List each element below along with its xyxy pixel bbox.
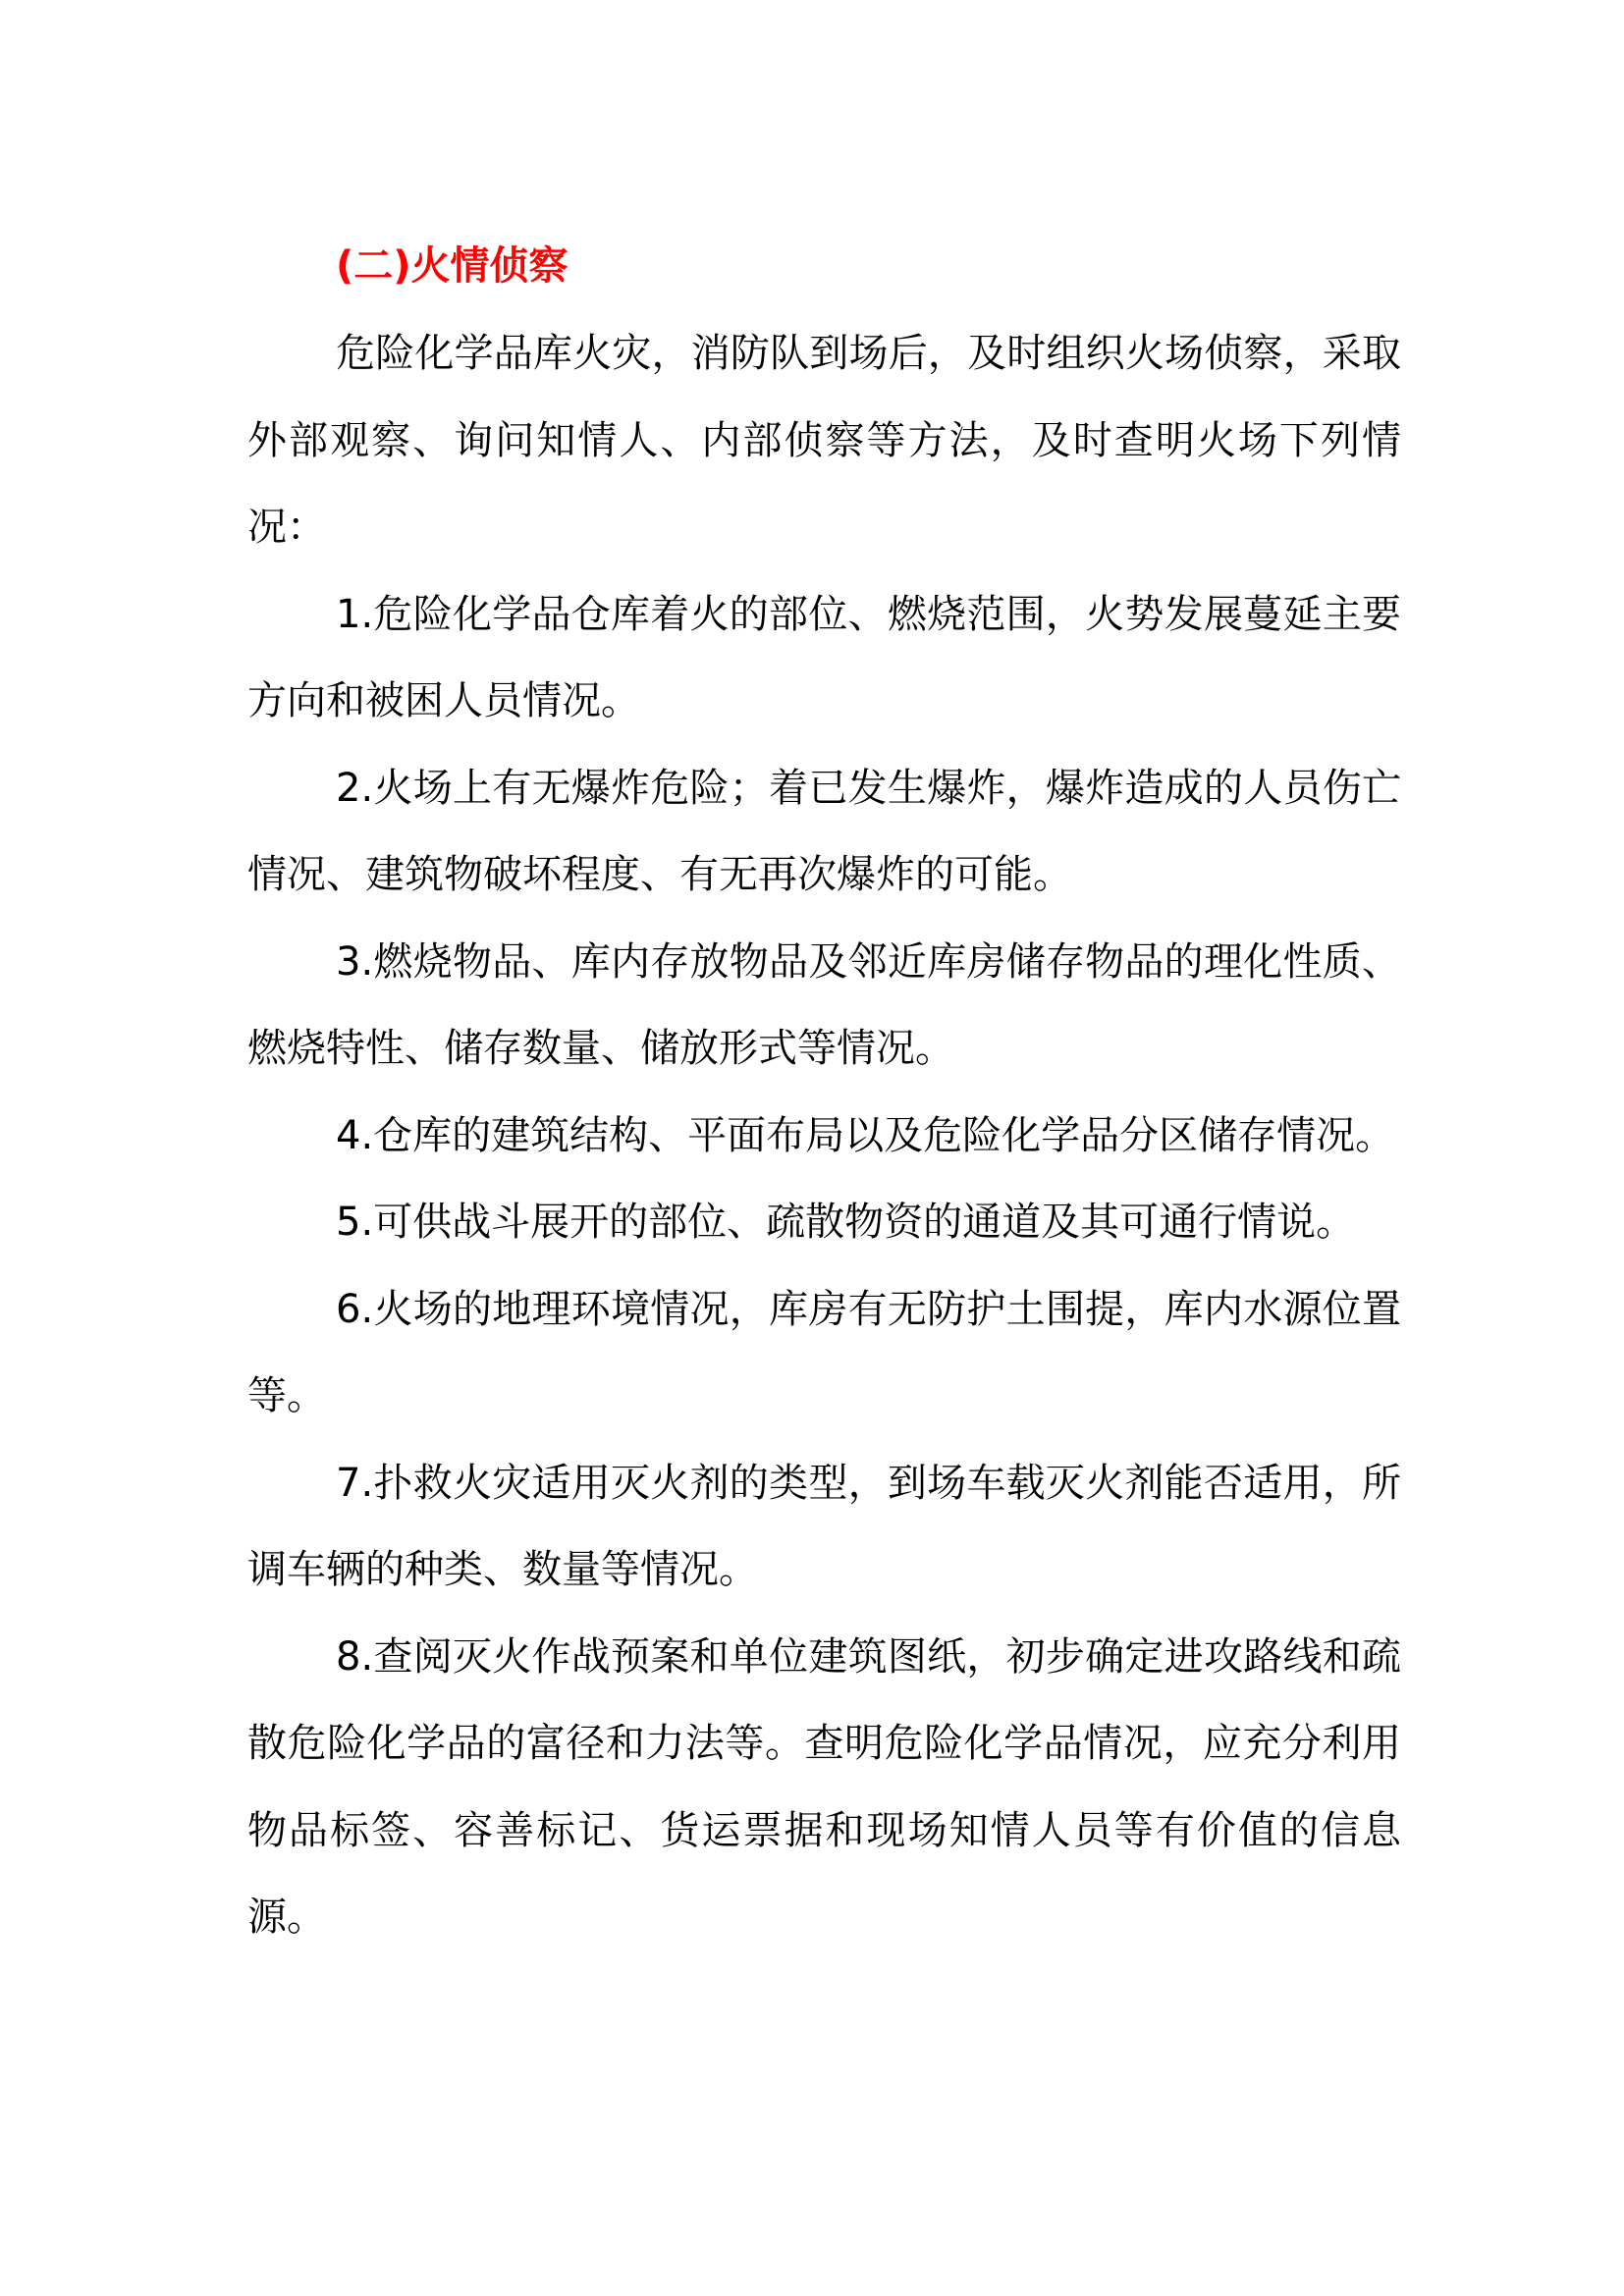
document-page — [247, 222, 1401, 1961]
list-item-1: 1.危险化学品仓库着火的部位、燃烧范围，火势发展蔓延主要方向和被困人员情况。 — [247, 591, 1401, 723]
section-heading: (二)火情侦察 — [336, 243, 568, 289]
list-item-3: 3.燃烧物品、库内存放物品及邻近库房储存物品的理化性质、燃烧特性、储存数量、储放形式等情况。 — [247, 938, 1401, 1071]
list-item-7: 7.扑救火灾适用灭火剂的类型，到场车载灭火剂能否适用，所调车辆的种类、数量等情况。 — [247, 1460, 1401, 1592]
intro-paragraph: 危险化学品库火灾，消防队到场后，及时组织火场侦察，采取外部观察、询问知情人、内部侦察等方法，及时查明火场下列情况： — [247, 331, 1401, 550]
list-item-2: 2.火场上有无爆炸危险；着已发生爆炸，爆炸造成的人员伤亡情况、建筑物破坏程度、有无再次爆炸的可能。 — [247, 765, 1401, 897]
list-item-8: 8.查阅灭火作战预案和单位建筑图纸，初步确定进攻路线和疏散危险化学品的富径和力法等。查明危险化学品情况，应充分利用物品标签、容善标记、货运票据和现场知情人员等有价值的信息源。 — [247, 1633, 1401, 1940]
list-item-6: 6.火场的地理环境情况，库房有无防护土围提，库内水源位置等。 — [247, 1286, 1401, 1418]
list-item-5: 5.可供战斗展开的部位、疏散物资的通道及其可通行情说。 — [336, 1200, 1356, 1245]
list-item-4: 4.仓库的建筑结构、平面布局以及危险化学品分区储存情况。 — [336, 1112, 1395, 1158]
